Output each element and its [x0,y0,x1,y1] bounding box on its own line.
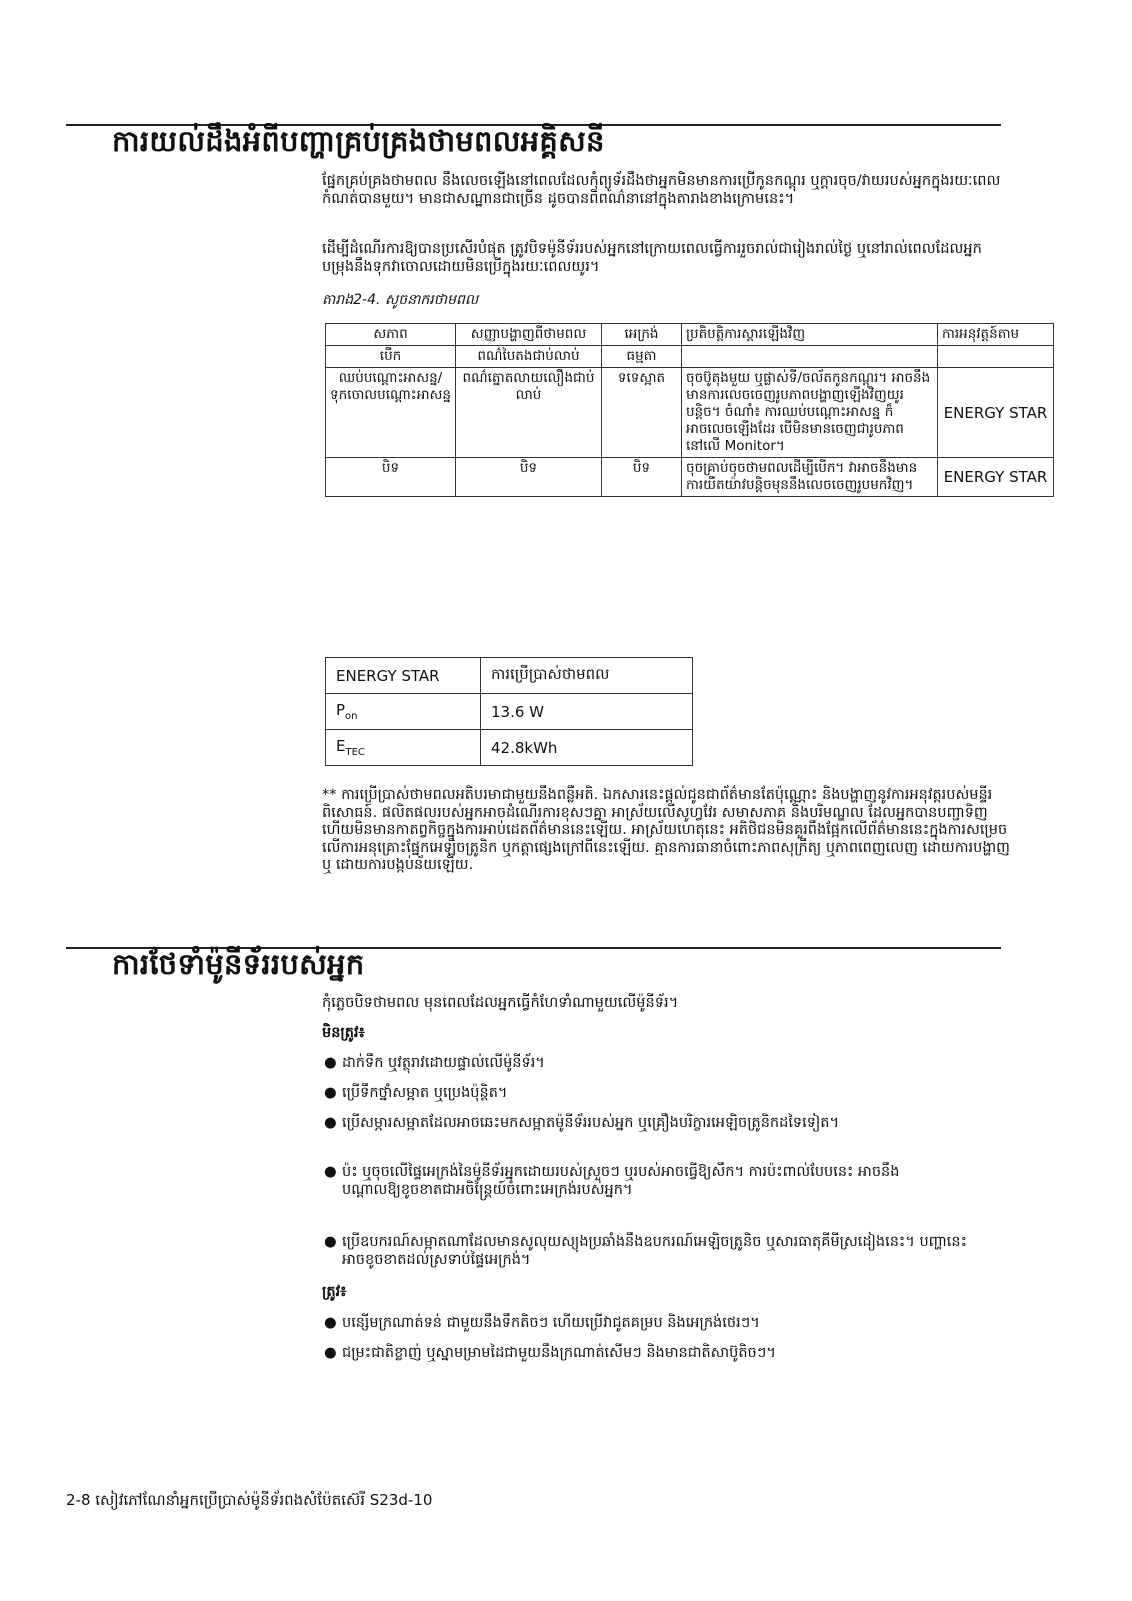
table-row [326,368,1054,458]
care-intro: កុំភ្លេចបិទថាមពល មុនពេលដែលអ្នកធ្វើកំហែទាំណាមួយលើម៉ូនីទ័រ។ [322,994,679,1011]
do-heading: ត្រូវ៖ [322,1284,347,1300]
table-row [326,458,1054,497]
cell-compliance: ENERGY STAR [938,368,1054,458]
list-item: ● ប៉ះ ឬចុចលើផ្ទៃអេក្រង់នៃម៉ូនីទ័រអ្នកដោយរបស់ស្រួចៗ ឬរបស់អាចធ្វើឱ្យសឹក។ ការប៉ះពាល់បែបនេះ អាចនឹងបណ្តាលឱ្យខូចខាតជាអចិន្ត្រៃយ៍ចំពោះអេក្រង់របស់អ្នក។ [324,1164,900,1198]
power-value: ការប្រើប្រាស់ថាមពល [481,658,693,694]
cell-screen: ទទេស្អាត [602,368,682,458]
list-item: ● ប្រើទឹកថ្នាំសម្អាត ឬប្រេងប៉ុន្តិត។ [324,1085,508,1101]
cell-indicator: ពណ៌បៃតងជាប់លាប់ [456,346,602,368]
table-row [326,658,693,694]
cell-state: បិទ [326,458,456,497]
table-header-row [326,324,1054,346]
table-row [326,694,693,730]
header-recovery: ប្រតិបត្តិការស្តារឡើងវិញ [682,324,938,346]
cell-recovery [682,346,938,368]
list-item: ● ប្រើឧបករណ៍សម្អាតណាដែលមានសូលុយស្យុងប្រឆាំងនឹងឧបករណ៍អេឡិចត្រូនិច ឬសារធាតុគីមីស្រដៀងនេះ។ បញ្ហានេះ អាចខូចខាតដល់ស្រទាប់ផ្ទៃអេក្រង់។ [324,1234,967,1268]
power-mode-table [325,323,1054,497]
header-compliance: ការអនុវត្តន៍តាម [938,324,1054,346]
header-power-indicator: សញ្ញាបង្ហាញពីថាមពល [456,324,602,346]
header-screen: អេក្រង់ [602,324,682,346]
section-title-power: ការយល់ដឹងអំពីបញ្ហាគ្រប់គ្រងថាមពលអគ្គិសនី [112,124,605,158]
power-label: $P_{on}$ [326,694,481,730]
cell-screen: បិទ [602,458,682,497]
disclaimer-note: ** ការប្រើប្រាស់ថាមពលអតិបរមាជាមួយនឹងពន្លឺអតិ. ឯកសារនេះផ្តល់ជូនជាព័ត៌មានតែប៉ុណ្ណោះ និងបង្ហាញនូវការអនុវត្តរបស់មន្ទីរពិសោធន៍. ផលិតផលរបស់អ្នកអាចដំណើរការខុសៗគ្នា អាស្រ័យលើសូហ្វវែរ សមាសភាគ និងបរិមណ្ឌល ដែលអ្នកបានបញ្ជាទិញ ហើយមិនមានកាតព្វកិច្ចក្នុងការអាប់ដេតព័ត៌មាននេះឡើយ. អាស្រ័យហេតុនេះ អតិថិជនមិនគួរពឹងផ្អែកលើព័ត៌មាននេះក្នុងការសម្រេចលើការអនុគ្រោះផ្នែកអេឡិចត្រូនិក ឬកត្តាផ្សេងក្រៅពីនេះឡើយ. គ្មានការធានាចំពោះភាពសុក្រឹត្យ ឬភាពពេញលេញ ដោយការបង្ហាញ ឬ ដោយការបង្កប់ន័យឡើយ. [322,787,1010,873]
list-item: ● បន្សើមក្រណាត់ទន់ ជាមួយនឹងទឹកតិចៗ ហើយប្រើវាជូតគម្រប និងអេក្រង់ថេរៗ។ [324,1315,760,1331]
cell-screen: ធម្មតា [602,346,682,368]
dont-heading: មិនត្រូវ៖ [322,1025,365,1041]
power-label: $E_{TEC}$ [326,730,481,766]
cell-indicator: ពណ៌ត្នោតលាយលឿងជាប់លាប់ [456,368,602,458]
list-item: ● ដាក់ទឹក ឬវត្ថុរាវដោយផ្ទាល់លើម៉ូនីទ័រ។ [324,1055,545,1071]
list-item: ● ជម្រះជាតិខ្លាញ់ ឬស្នាមម្រាមដៃជាមួយនឹងក្រណាត់សើមៗ និងមានជាតិសាប៊ូតិចៗ។ [324,1345,776,1361]
cell-state: ឈប់បណ្តោះអាសន្ន/ ទុកចោលបណ្តោះអាសន្ន [326,368,456,458]
cell-indicator: បិទ [456,458,602,497]
cell-state: បើក [326,346,456,368]
paragraph-power-intro: ផ្នែកគ្រប់គ្រងថាមពល នឹងលេចឡើងនៅពេលដែលកុំព្យូទ័រដឹងថាអ្នកមិនមានការប្រើកូនកណ្តុរ ឬក្តារចុច/វាយរបស់អ្នកក្នុងរយៈពេលកំណត់បានមួយ។ មានជាសណ្ឋានជាច្រើន ដូចបានពិពណ៌នានៅក្នុងតារាងខាងក្រោមនេះ។ [322,172,1001,207]
power-value: 13.6 W [481,694,693,730]
cell-recovery: ចុចប៊ូតុងមួយ ឬផ្លាស់ទី/ចល័តកូនកណ្តុរ។ អាចនឹងមានការលេចចេញរូបភាពបង្ហាញឡើងវិញយូរបន្តិច។ ចំណាំ៖ ការឈប់បណ្តោះអាសន្ន ក៏អាចលេចឡើងដែរ បើមិនមានចេញជារូបភាពនៅលើ Monitor។ [682,368,938,458]
table-row [326,730,693,766]
table-caption: តារាង2-4. សូចនាករថាមពល [322,292,479,308]
page-footer: 2-8 សៀវភៅណែនាំអ្នកប្រើប្រាស់ម៉ូនីទ័រពងសំប៉ែតស៊េរី S23d-10 [66,1491,433,1509]
section-title-care: ការថែទាំម៉ូនីទ័ររបស់អ្នក [112,947,365,981]
power-consumption-table [325,657,693,766]
header-state: សភាព [326,324,456,346]
list-item: ● ប្រើសម្ភារសម្អាតដែលអាចឆេះមកសម្អាតម៉ូនីទ័ររបស់អ្នក ឬគ្រឿងបរិក្ខារអេឡិចត្រូនិកដទៃទៀត។ [324,1115,840,1131]
power-label: ENERGY STAR [326,658,481,694]
cell-recovery: ចុចគ្រាប់ចុចថាមពលដើម្បីបើក។ វាអាចនឹងមានការយឺតយ៉ាវបន្តិចមុននឹងលេចចេញរូបមកវិញ។ [682,458,938,497]
cell-compliance: ENERGY STAR [938,458,1054,497]
cell-compliance [938,346,1054,368]
table-row [326,346,1054,368]
power-value: 42.8kWh [481,730,693,766]
paragraph-power-advice: ដើម្បីដំណើរការឱ្យបានប្រសើរបំផុត ត្រូវបិទម៉ូនីទ័ររបស់អ្នកនៅក្រោយពេលធ្វើការរួចរាល់ជារៀងរាល់ថ្ងៃ ឬនៅរាល់ពេលដែលអ្នកបម្រុងនឹងទុកវាចោលដោយមិនប្រើក្នុងរយៈពេលយូរ។ [322,240,982,275]
